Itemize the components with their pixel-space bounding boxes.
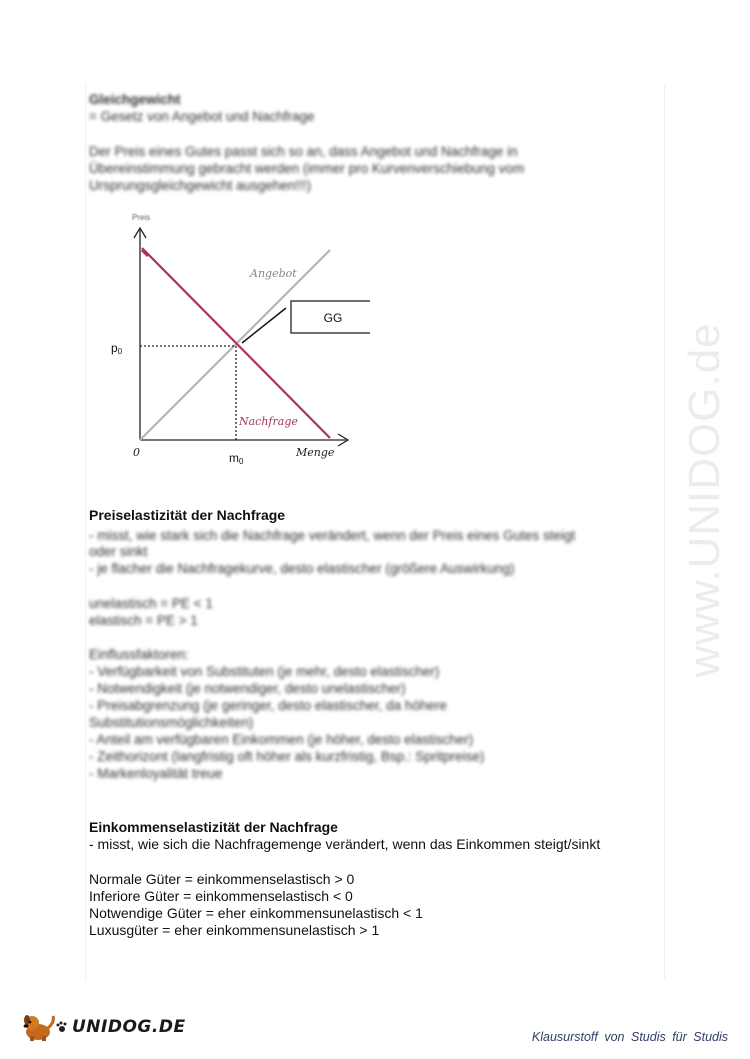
paragraph-line: Übereinstimmung gebracht werden (immer pro Kurvenverschiebung vom [89, 161, 525, 176]
section-title-income-elasticity: Einkommenselastizität der Nachfrage [89, 819, 338, 835]
footer-tagline: Klausurstoff von Studis für Studis [531, 1030, 728, 1044]
y-axis-label: Preis [132, 213, 151, 222]
text-line: unelastisch = PE < 1 [89, 596, 213, 611]
x-axis-label: Menge [296, 446, 335, 459]
factors-title: Einflussfaktoren: [89, 647, 189, 662]
equilibrium-label: GG [323, 311, 343, 325]
text-line: - je flacher die Nachfragekurve, desto elastischer (größere Auswirkung) [89, 561, 515, 576]
section-title: Gleichgewicht [89, 92, 181, 107]
quantity-label: m0 [229, 451, 244, 466]
factor-item: Substitutionsmöglichkeiten) [89, 715, 254, 730]
text-line: - misst, wie sich die Nachfragemenge verändert, wenn das Einkommen steigt/sinkt [89, 836, 601, 852]
list-item: Normale Güter = einkommenselastisch > 0 [89, 871, 355, 887]
demand-label: Nachfrage [239, 415, 298, 428]
supply-curve [140, 250, 330, 440]
dog-icon [22, 1012, 56, 1042]
demand-curve-start [142, 250, 148, 256]
supply-demand-diagram [100, 208, 370, 468]
origin-label: 0 [133, 446, 140, 459]
factor-item: - Notwendigkeit (je notwendiger, desto unelastischer) [89, 681, 406, 696]
paw-icon [56, 1021, 68, 1033]
watermark: www.UNIDOG.de [680, 322, 729, 678]
paragraph-line: Der Preis eines Gutes passt sich so an, dass Angebot und Nachfrage in [89, 144, 518, 159]
list-item: Notwendige Güter = eher einkommensunelastisch < 1 [89, 905, 423, 921]
list-item: Inferiore Güter = einkommenselastisch < 0 [89, 888, 353, 904]
supply-label: Angebot [250, 267, 297, 280]
list-item: Luxusgüter = eher einkommensunelastisch > 1 [89, 922, 380, 938]
text-line: elastisch = PE > 1 [89, 613, 198, 628]
text-line: oder sinkt [89, 544, 148, 559]
logo-text: UNIDOG.DE [72, 1017, 186, 1037]
text-line: - misst, wie stark sich die Nachfrage verändert, wenn der Preis eines Gutes steigt [89, 528, 576, 543]
section-subtitle: = Gesetz von Angebot und Nachfrage [89, 109, 315, 124]
factor-item: - Zeithorizont (langfristig oft höher als kurzfristig, Bsp.: Spritpreise) [89, 749, 485, 764]
factor-item: - Anteil am verfügbaren Einkommen (je höher, desto elastischer) [89, 732, 474, 747]
paragraph-line: Ursprungsgleichgewicht ausgehen!!!) [89, 178, 312, 193]
factor-item: - Markenloyalität treue [89, 766, 223, 781]
section-title-price-elasticity: Preiselastizität der Nachfrage [89, 507, 286, 523]
equilibrium-pointer [242, 308, 286, 343]
factor-item: - Verfügbarkeit von Substituten (je mehr, desto elastischer) [89, 664, 440, 679]
factor-item: - Preisabgrenzung (je geringer, desto elastischer, da höhere [89, 698, 447, 713]
footer-logo[interactable] [22, 1012, 186, 1042]
price-label: p0 [111, 341, 123, 356]
